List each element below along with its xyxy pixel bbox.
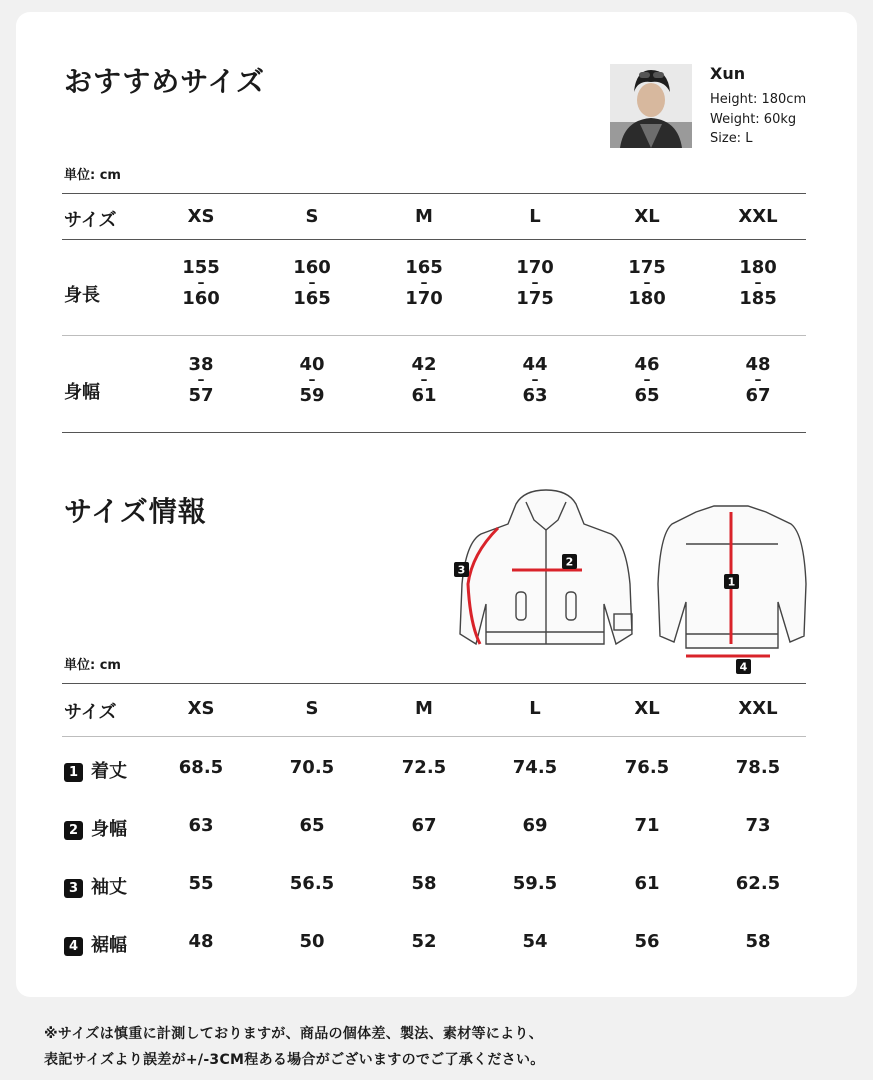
value-cell: 63 — [188, 815, 214, 836]
header-size-2: S — [305, 698, 319, 719]
range-cell — [607, 355, 687, 405]
range-cell — [495, 258, 575, 308]
range-min: 46 — [634, 354, 660, 375]
range-min: 180 — [739, 257, 777, 278]
value-cell: 48 — [188, 931, 214, 952]
table-divider — [62, 239, 806, 240]
range-min: 155 — [182, 257, 220, 278]
row-label: 身長 — [64, 285, 100, 306]
range-max: 170 — [405, 288, 443, 309]
value-cell: 71 — [634, 815, 660, 836]
range-dash: – — [308, 372, 316, 388]
size-info-title: サイズ情報 — [64, 495, 207, 528]
header-size-3: M — [415, 206, 433, 227]
value-cell: 72.5 — [401, 757, 447, 778]
range-dash: – — [420, 275, 428, 291]
range-dash: – — [643, 372, 651, 388]
table-divider — [62, 736, 806, 737]
header-size-1: XS — [187, 206, 215, 227]
header-size-label: サイズ — [64, 702, 117, 723]
table-divider — [62, 683, 806, 684]
range-min: 44 — [522, 354, 548, 375]
header-size-4: L — [529, 698, 541, 719]
range-max: 175 — [516, 288, 554, 309]
model-weight: Weight: 60kg — [710, 112, 797, 127]
row-label — [64, 873, 127, 899]
value-cell: 74.5 — [512, 757, 558, 778]
value-cell: 52 — [411, 931, 437, 952]
range-min: 42 — [411, 354, 437, 375]
range-cell — [718, 258, 798, 308]
range-cell — [272, 258, 352, 308]
number-badge: 3 — [64, 879, 83, 898]
number-badge: 4 — [64, 937, 83, 956]
diagram-marker-4: 4 — [739, 660, 748, 674]
diagram-marker-3: 3 — [457, 563, 466, 577]
value-cell: 58 — [745, 931, 771, 952]
value-cell: 76.5 — [624, 757, 670, 778]
header-size-5: XL — [634, 698, 660, 719]
header-size-3: M — [415, 698, 433, 719]
recommended-unit-label: 単位: cm — [64, 168, 121, 183]
range-cell — [607, 258, 687, 308]
value-cell: 50 — [299, 931, 325, 952]
range-dash: – — [643, 275, 651, 291]
diagram-marker-1: 1 — [727, 575, 736, 589]
range-max: 59 — [299, 385, 325, 406]
range-min: 160 — [293, 257, 331, 278]
value-cell: 78.5 — [735, 757, 781, 778]
model-photo — [610, 64, 692, 148]
jacket-measurement-diagram — [446, 484, 816, 678]
range-dash: – — [197, 372, 205, 388]
model-height: Height: 180cm — [710, 92, 807, 107]
value-cell: 55 — [188, 873, 214, 894]
range-max: 180 — [628, 288, 666, 309]
range-min: 170 — [516, 257, 554, 278]
range-min: 48 — [745, 354, 771, 375]
range-max: 185 — [739, 288, 777, 309]
range-cell — [384, 355, 464, 405]
size-info-unit-label: 単位: cm — [64, 658, 121, 673]
value-cell: 54 — [522, 931, 548, 952]
range-dash: – — [531, 275, 539, 291]
number-badge: 1 — [64, 763, 83, 782]
row-label — [64, 757, 127, 783]
header-size-6: XXL — [738, 698, 778, 719]
table-divider — [62, 335, 806, 336]
range-max: 63 — [522, 385, 548, 406]
range-min: 165 — [405, 257, 443, 278]
range-dash: – — [420, 372, 428, 388]
value-cell: 69 — [522, 815, 548, 836]
value-cell: 67 — [411, 815, 437, 836]
range-max: 61 — [411, 385, 437, 406]
range-min: 175 — [628, 257, 666, 278]
measurement-name: 着丈 — [91, 761, 127, 782]
range-cell — [161, 355, 241, 405]
recommended-size-title: おすすめサイズ — [64, 65, 266, 98]
range-dash: – — [308, 275, 316, 291]
model-size: Size: L — [710, 131, 753, 146]
range-max: 65 — [634, 385, 660, 406]
value-cell: 61 — [634, 873, 660, 894]
range-dash: – — [754, 275, 762, 291]
range-min: 38 — [188, 354, 214, 375]
value-cell: 62.5 — [735, 873, 781, 894]
table-divider — [62, 432, 806, 433]
header-size-5: XL — [634, 206, 660, 227]
value-cell: 56.5 — [289, 873, 335, 894]
value-cell: 73 — [745, 815, 771, 836]
range-dash: – — [197, 275, 205, 291]
value-cell: 70.5 — [289, 757, 335, 778]
row-label: 身幅 — [64, 382, 100, 403]
disclaimer-line-2: 表記サイズより誤差が+/-3CM程ある場合がございますのでご了承ください。 — [44, 1052, 545, 1068]
range-max: 57 — [188, 385, 214, 406]
number-badge: 2 — [64, 821, 83, 840]
range-max: 160 — [182, 288, 220, 309]
range-cell — [272, 355, 352, 405]
range-cell — [718, 355, 798, 405]
range-max: 165 — [293, 288, 331, 309]
range-cell — [495, 355, 575, 405]
header-size-2: S — [305, 206, 319, 227]
range-max: 67 — [745, 385, 771, 406]
value-cell: 65 — [299, 815, 325, 836]
range-dash: – — [531, 372, 539, 388]
range-min: 40 — [299, 354, 325, 375]
header-size-label: サイズ — [64, 210, 117, 231]
header-size-6: XXL — [738, 206, 778, 227]
value-cell: 59.5 — [512, 873, 558, 894]
range-dash: – — [754, 372, 762, 388]
value-cell: 58 — [411, 873, 437, 894]
header-size-1: XS — [187, 698, 215, 719]
measurement-name: 裾幅 — [91, 935, 127, 956]
measurement-name: 身幅 — [91, 819, 127, 840]
value-cell: 56 — [634, 931, 660, 952]
value-cell: 68.5 — [178, 757, 224, 778]
model-name: Xun — [710, 64, 746, 83]
disclaimer-line-1: ※サイズは慎重に計測しておりますが、商品の個体差、製法、素材等により、 — [44, 1026, 543, 1042]
row-label — [64, 815, 127, 841]
range-cell — [384, 258, 464, 308]
measurement-name: 袖丈 — [91, 877, 127, 898]
table-divider — [62, 193, 806, 194]
diagram-marker-2: 2 — [565, 555, 574, 569]
header-size-4: L — [529, 206, 541, 227]
range-cell — [161, 258, 241, 308]
row-label — [64, 931, 127, 957]
